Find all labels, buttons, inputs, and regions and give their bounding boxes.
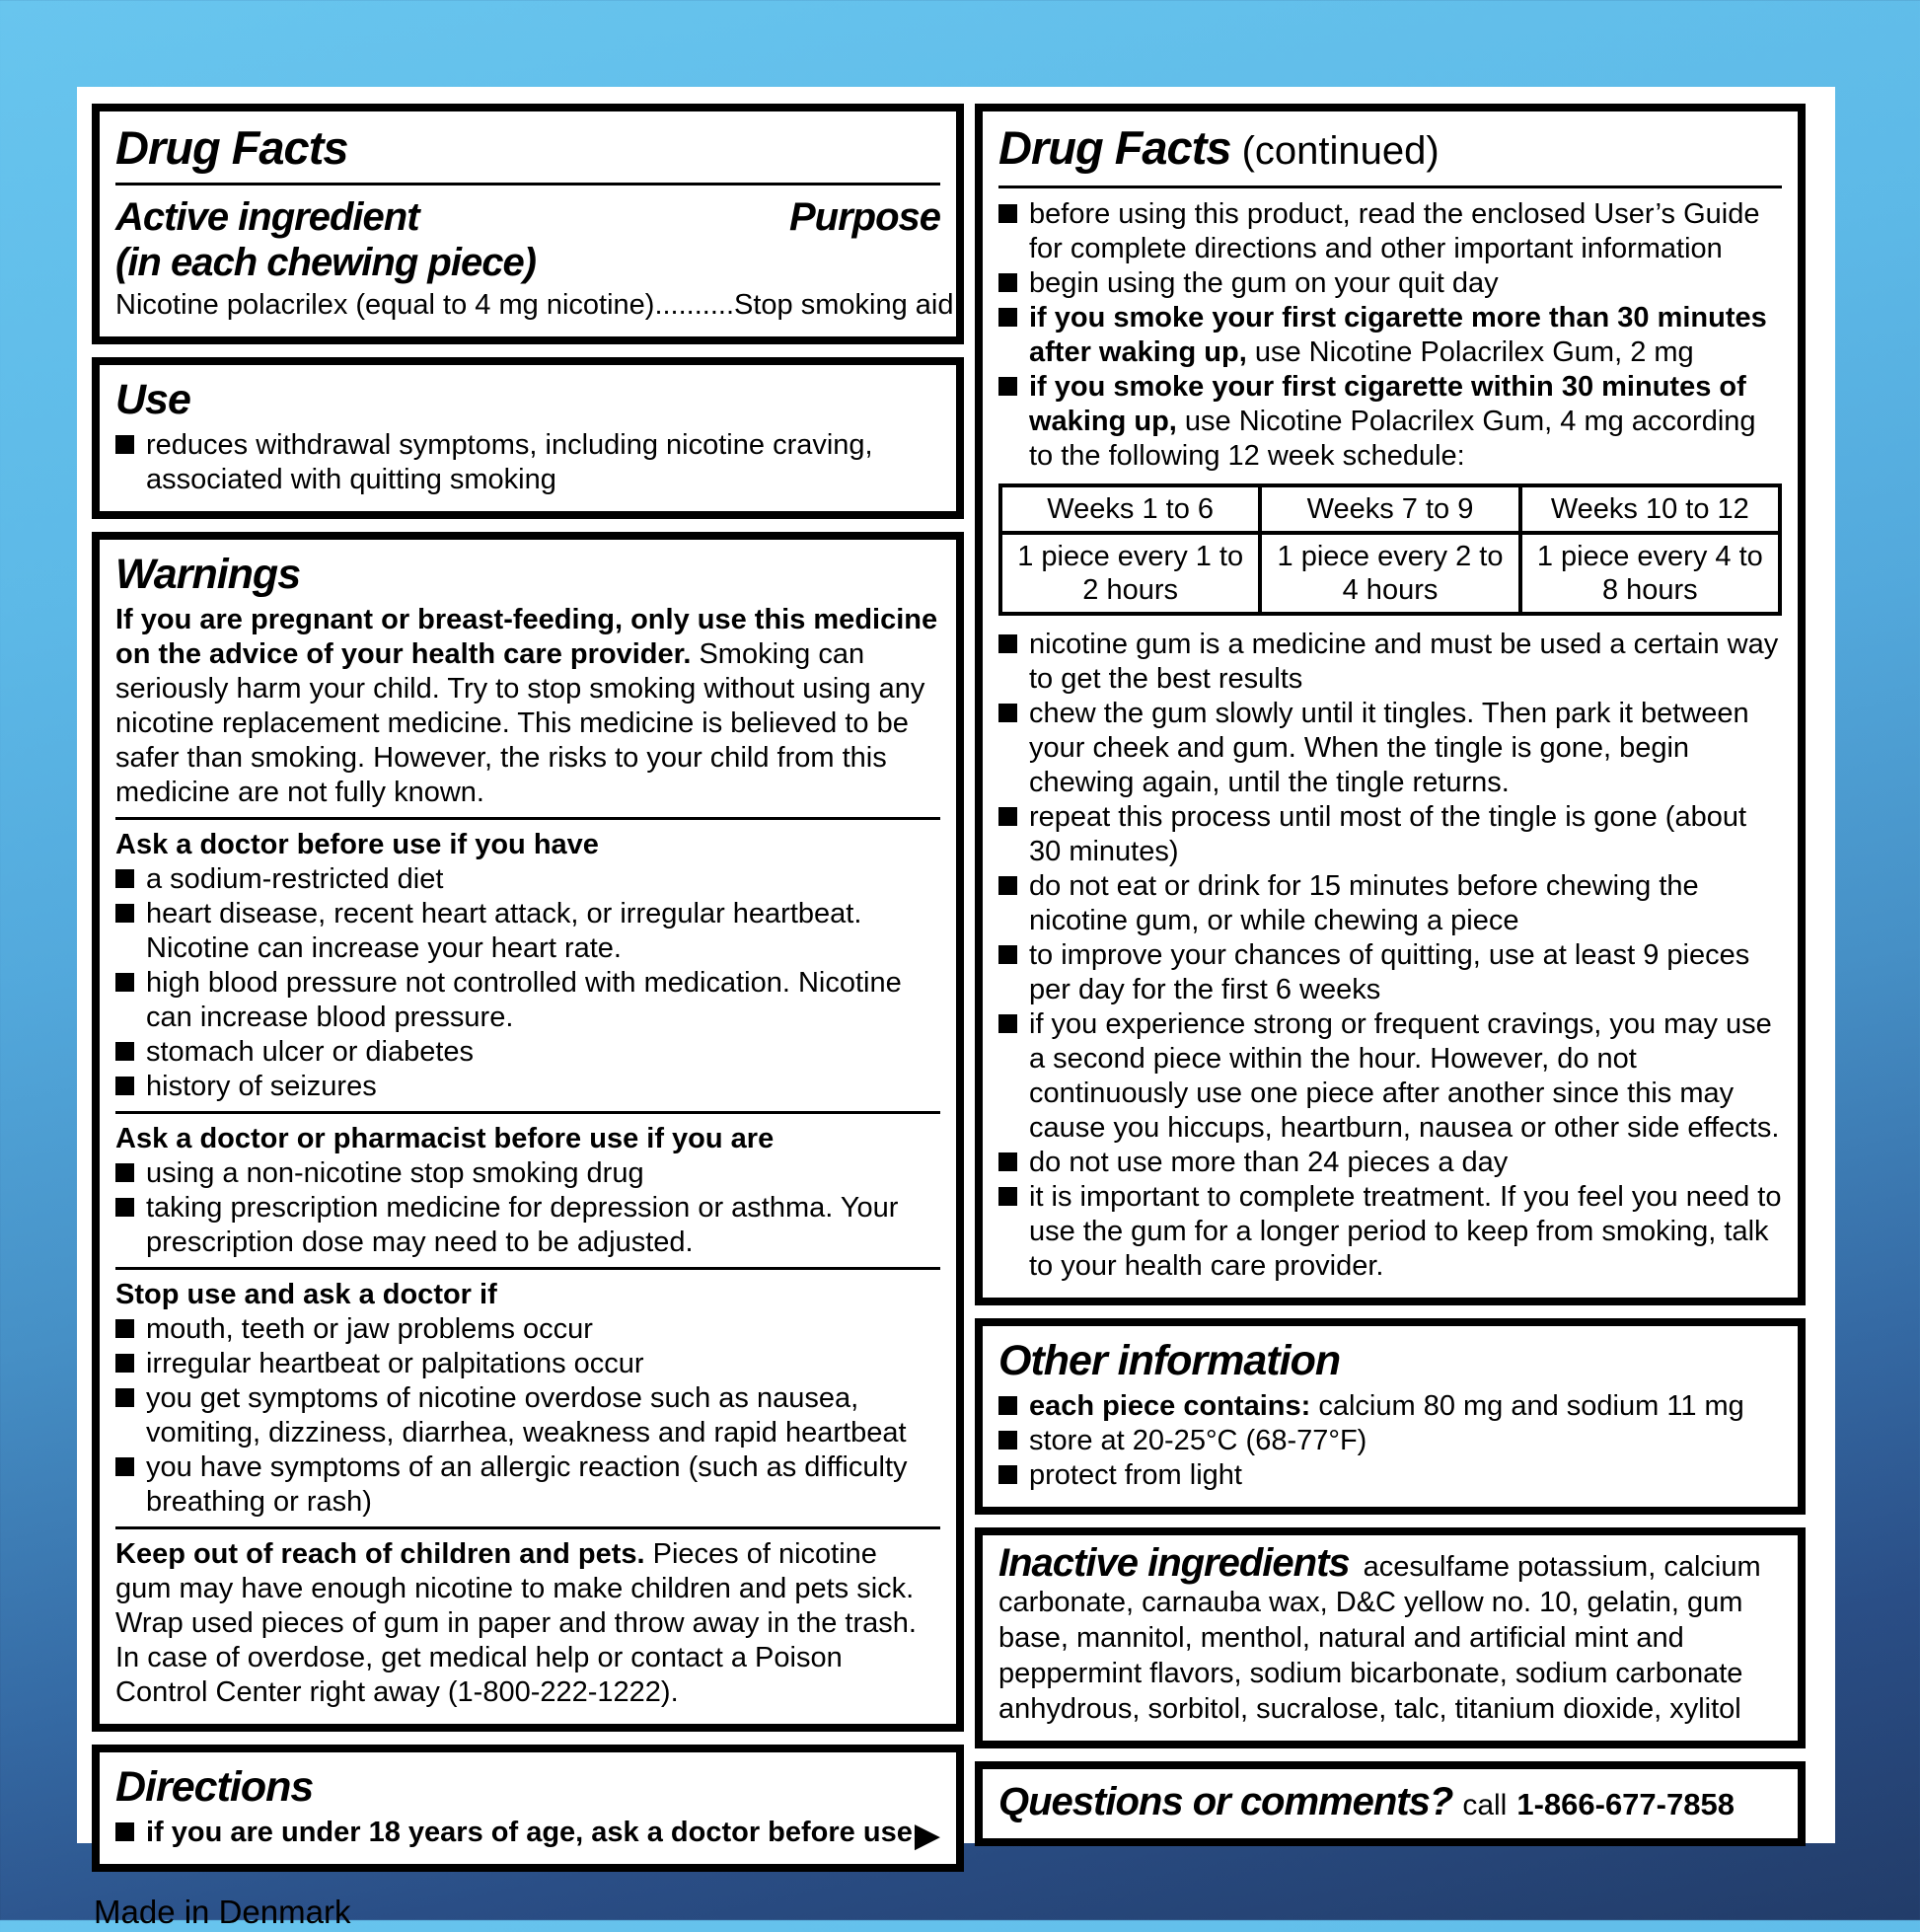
list-item: each piece contains: calcium 80 mg and sodium 11 mg bbox=[998, 1389, 1782, 1424]
bullet-square-icon bbox=[998, 204, 1017, 223]
section-questions bbox=[975, 1761, 1806, 1846]
list-item: to improve your chances of quitting, use at least 9 pieces per day for the first 6 weeks bbox=[998, 938, 1782, 1007]
table-cell: 1 piece every 4 to 8 hours bbox=[1520, 533, 1780, 614]
inactive-ingredients-title: Inactive ingredients bbox=[998, 1541, 1350, 1585]
list-item: chew the gum slowly until it tingles. Then park it between your cheek and gum. When the tingle is gone, begin chewing again, until the tingle returns. bbox=[998, 697, 1782, 800]
section-use bbox=[92, 357, 964, 519]
phone-number: 1-866-677-7858 bbox=[1516, 1787, 1735, 1821]
list-item: it is important to complete treatment. If you feel you need to use the gum for a longer period to keep from smoking, talk to your health care provider. bbox=[998, 1180, 1782, 1284]
bullet-square-icon bbox=[998, 1465, 1017, 1484]
directions-title: Directions bbox=[115, 1763, 314, 1811]
continued-suffix: (continued) bbox=[1230, 129, 1440, 173]
keep-out-of-reach-paragraph: Keep out of reach of children and pets. Pieces of nicotine gum may have enough nicotine to make children and pets sick. Wrap used pieces of gum in paper and throw away in the trash. In case of overdose, get medical help or contact a Poison Control Center right away (1-800-222-1222). bbox=[115, 1538, 917, 1708]
bullet-square-icon bbox=[998, 1396, 1017, 1415]
arrow-right-icon: ▶ bbox=[914, 1817, 940, 1854]
section-other-information bbox=[975, 1318, 1806, 1515]
active-ingredient-value: Nicotine polacrilex (equal to 4 mg nicotine)..........Stop smoking aid bbox=[115, 289, 954, 321]
bullet-square-icon bbox=[115, 1042, 134, 1061]
bullet-square-icon bbox=[115, 1822, 134, 1841]
active-ingredient-heading: Active ingredient (in each chewing piece) bbox=[115, 195, 537, 284]
bullet-square-icon bbox=[115, 1077, 134, 1095]
bullet-square-icon bbox=[998, 273, 1017, 292]
purpose-heading: Purpose bbox=[788, 195, 940, 239]
section-inactive-ingredients bbox=[975, 1527, 1806, 1748]
bullet-square-icon bbox=[998, 807, 1017, 826]
bullet-square-icon bbox=[115, 1354, 134, 1373]
drug-facts-label-panel bbox=[77, 87, 1835, 1930]
divider bbox=[998, 186, 1782, 188]
list-item: using a non-nicotine stop smoking drug bbox=[115, 1156, 940, 1191]
table-cell: 1 piece every 2 to 4 hours bbox=[1260, 533, 1519, 614]
made-in-label: Made in Denmark bbox=[94, 1894, 351, 1930]
bullet-square-icon bbox=[998, 704, 1017, 722]
use-title: Use bbox=[115, 376, 190, 423]
bullet-square-icon bbox=[115, 973, 134, 992]
divider bbox=[115, 1267, 940, 1270]
list-item: a sodium-restricted diet bbox=[115, 862, 940, 897]
questions-title: Questions or comments? bbox=[998, 1780, 1453, 1823]
ask-pharmacist-heading: Ask a doctor or pharmacist before use if you are bbox=[115, 1123, 775, 1154]
bullet-square-icon bbox=[115, 869, 134, 888]
bullet-square-icon bbox=[998, 377, 1017, 396]
bullet-square-icon bbox=[115, 1198, 134, 1217]
ask-doctor-heading: Ask a doctor before use if you have bbox=[115, 829, 599, 860]
call-label: call bbox=[1462, 1789, 1508, 1821]
list-item: do not eat or drink for 15 minutes before chewing the nicotine gum, or while chewing a piece bbox=[998, 869, 1782, 938]
warnings-title: Warnings bbox=[115, 551, 301, 598]
list-item: store at 20-25°C (68-77°F) bbox=[998, 1424, 1782, 1458]
bullet-square-icon bbox=[115, 1388, 134, 1407]
active-ingredient-row bbox=[115, 194, 940, 285]
divider bbox=[115, 817, 940, 820]
left-column bbox=[92, 104, 964, 1932]
right-column bbox=[975, 104, 1806, 1846]
other-information-title: Other information bbox=[998, 1337, 1341, 1384]
divider bbox=[115, 183, 940, 186]
bullet-square-icon bbox=[115, 904, 134, 923]
section-drug-facts-continued bbox=[975, 104, 1806, 1305]
inactive-ingredients-paragraph: Inactive ingredients acesulfame potassium, calcium carbonate, carnauba wax, D&C yellow no. 10, gelatin, gum base, mannitol, menthol, natural and artificial mint and peppermint flavors, sodium bicarbonate, sodium carbonate anhydrous, sorbitol, sucralose, talc, titanium dioxide, xylitol bbox=[998, 1541, 1761, 1725]
list-item: before using this product, read the enclosed User’s Guide for complete directions and other important information bbox=[998, 197, 1782, 266]
list-item: if you experience strong or frequent cravings, you may use a second piece within the hour. However, do not continuously use one piece after another since this may cause you hiccups, heartburn, nausea or other side effects. bbox=[998, 1007, 1782, 1146]
dosing-schedule-table bbox=[998, 483, 1782, 616]
warnings-pregnancy-paragraph: If you are pregnant or breast-feeding, only use this medicine on the advice of your health care provider. Smoking can seriously harm your child. Try to stop smoking without using any nicotine replacement medicine. This medicine is believed to be safer than smoking. However, the risks to your child from this medicine are not fully known. bbox=[115, 604, 938, 808]
use-bullet: reduces withdrawal symptoms, including nicotine craving, associated with quitting smoking bbox=[115, 428, 940, 497]
bullet-square-icon bbox=[998, 1014, 1017, 1033]
drug-facts-title: Drug Facts bbox=[115, 121, 348, 174]
list-item: you get symptoms of nicotine overdose such as nausea, vomiting, dizziness, diarrhea, weakness and rapid heartbeat bbox=[115, 1381, 940, 1450]
list-item: protect from light bbox=[998, 1458, 1782, 1493]
list-item: stomach ulcer or diabetes bbox=[115, 1035, 940, 1070]
section-directions bbox=[92, 1745, 964, 1872]
table-cell: 1 piece every 1 to 2 hours bbox=[1000, 533, 1260, 614]
bullet-square-icon bbox=[998, 1152, 1017, 1171]
bullet-square-icon bbox=[115, 1163, 134, 1182]
list-item: do not use more than 24 pieces a day bbox=[998, 1146, 1782, 1180]
bullet-square-icon bbox=[998, 308, 1017, 327]
list-item: high blood pressure not controlled with medication. Nicotine can increase blood pressure. bbox=[115, 966, 940, 1035]
bullet-square-icon bbox=[998, 876, 1017, 895]
list-item: if you smoke your first cigarette more than 30 minutes after waking up, use Nicotine Polacrilex Gum, 2 mg bbox=[998, 301, 1782, 370]
list-item: begin using the gum on your quit day bbox=[998, 266, 1782, 301]
bullet-square-icon bbox=[998, 945, 1017, 964]
list-item: repeat this process until most of the tingle is gone (about 30 minutes) bbox=[998, 800, 1782, 869]
list-item: taking prescription medicine for depression or asthma. Your prescription dose may need to be adjusted. bbox=[115, 1191, 940, 1260]
stop-use-heading: Stop use and ask a doctor if bbox=[115, 1279, 497, 1310]
bullet-square-icon bbox=[998, 1187, 1017, 1206]
table-header-cell: Weeks 10 to 12 bbox=[1520, 485, 1780, 533]
questions-row bbox=[998, 1779, 1782, 1824]
bullet-square-icon bbox=[998, 1431, 1017, 1449]
bullet-square-icon bbox=[998, 634, 1017, 653]
list-item: you have symptoms of an allergic reaction (such as difficulty breathing or rash) bbox=[115, 1450, 940, 1520]
section-warnings bbox=[92, 532, 964, 1732]
list-item: history of seizures bbox=[115, 1070, 940, 1104]
table-header-cell: Weeks 7 to 9 bbox=[1260, 485, 1519, 533]
section-drug-facts-active bbox=[92, 104, 964, 344]
table-header-cell: Weeks 1 to 6 bbox=[1000, 485, 1260, 533]
bullet-square-icon bbox=[115, 435, 134, 454]
list-item: irregular heartbeat or palpitations occur bbox=[115, 1347, 940, 1381]
table-header-row bbox=[1000, 485, 1780, 533]
divider bbox=[115, 1111, 940, 1114]
list-item: nicotine gum is a medicine and must be used a certain way to get the best results bbox=[998, 628, 1782, 697]
bullet-square-icon bbox=[115, 1319, 134, 1338]
list-item: if you smoke your first cigarette within 30 minutes of waking up, use Nicotine Polacrilex Gum, 4 mg according to the following 12 week schedule: bbox=[998, 370, 1782, 474]
bullet-square-icon bbox=[115, 1457, 134, 1476]
table-row bbox=[1000, 533, 1780, 614]
list-item: heart disease, recent heart attack, or irregular heartbeat. Nicotine can increase your heart rate. bbox=[115, 897, 940, 966]
list-item: mouth, teeth or jaw problems occur bbox=[115, 1312, 940, 1347]
directions-bullet: if you are under 18 years of age, ask a doctor before use bbox=[115, 1816, 940, 1850]
divider bbox=[115, 1526, 940, 1529]
drug-facts-continued-title: Drug Facts (continued) bbox=[998, 121, 1440, 174]
